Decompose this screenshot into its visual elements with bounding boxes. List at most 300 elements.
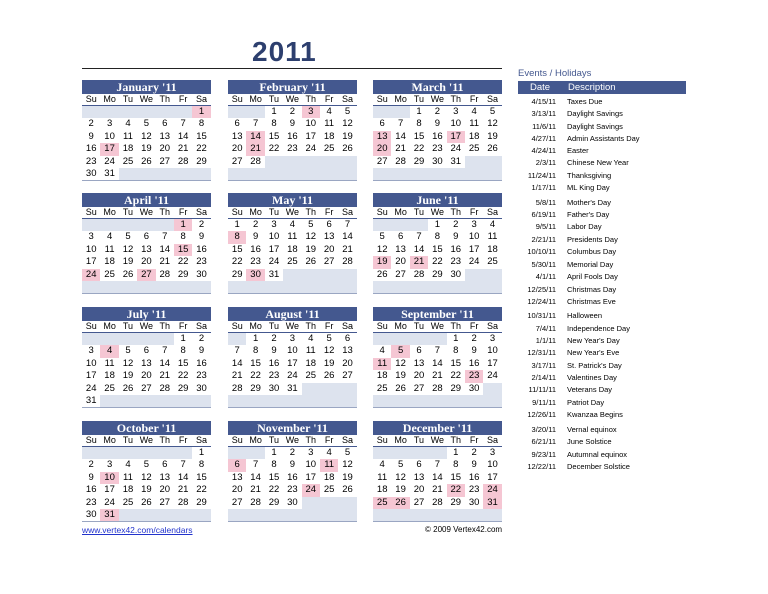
day-cell: 15 — [196, 471, 207, 483]
week-row — [228, 472, 357, 484]
day-cell: 4 — [379, 345, 385, 357]
day-cell: 13 — [141, 357, 152, 369]
event-row — [518, 296, 616, 308]
day-cell: 2 — [471, 447, 477, 458]
empty-day-cell — [338, 168, 356, 180]
day-cell: 21 — [177, 484, 189, 496]
weekday-label: Mo — [100, 435, 118, 447]
weekday-label: Sa — [483, 435, 501, 447]
empty-day-cell — [174, 509, 192, 521]
day-cell: 10 — [450, 118, 462, 130]
day-cell: 25 — [487, 256, 498, 268]
empty-day-cell — [265, 168, 283, 180]
day-cell: 27 — [376, 155, 388, 167]
empty-day-cell — [82, 333, 100, 345]
empty-day-cell — [320, 509, 338, 521]
month-calendar — [228, 307, 357, 408]
day-cell: 4 — [379, 459, 385, 471]
month-calendar — [82, 421, 211, 522]
event-date: 12/31/11 — [527, 348, 556, 357]
day-cell: 19 — [395, 370, 406, 382]
day-cell: 11 — [123, 471, 133, 483]
day-cell: 28 — [250, 155, 261, 167]
day-cell: 12 — [376, 243, 388, 255]
weekday-label: Th — [302, 94, 320, 106]
day-cell: 13 — [159, 471, 171, 483]
month-calendar — [373, 80, 502, 181]
event-row — [518, 360, 622, 372]
event-row — [518, 449, 627, 461]
day-cell: 17 — [305, 130, 317, 142]
day-cell: 25 — [468, 143, 480, 155]
day-cell: 9 — [289, 459, 296, 471]
event-description: Daylight Savings — [567, 122, 623, 131]
day-cell: 12 — [305, 231, 317, 243]
weekday-label: Tu — [119, 94, 137, 106]
empty-day-cell — [137, 106, 155, 118]
day-cell: 17 — [268, 243, 280, 255]
day-cell: 18 — [323, 130, 335, 142]
week-row — [82, 256, 211, 268]
day-cell: 2 — [271, 333, 277, 344]
empty-day-cell — [447, 509, 465, 521]
weekday-label: Th — [156, 94, 174, 106]
weekday-label: Tu — [119, 321, 137, 333]
empty-day-cell — [246, 281, 264, 293]
weekday-label: Fr — [174, 321, 192, 333]
empty-day-cell — [428, 168, 446, 180]
day-cell: 23 — [465, 370, 483, 382]
day-cell: 9 — [271, 345, 277, 357]
day-cell: 9 — [471, 459, 477, 471]
empty-day-cell — [137, 219, 155, 231]
weekday-label: Sa — [338, 94, 356, 106]
event-description: Daylight Savings — [567, 109, 623, 118]
event-row — [518, 424, 617, 436]
week-row — [373, 333, 502, 345]
day-cell: 8 — [416, 118, 422, 130]
day-cell: 1 — [252, 333, 259, 344]
day-cell: 26 — [487, 143, 498, 155]
day-cell: 13 — [159, 130, 171, 142]
weekday-label: We — [283, 435, 301, 447]
empty-day-cell — [156, 509, 174, 521]
copyright-text: © 2009 Vertex42.com — [425, 525, 503, 534]
event-date: 12/22/11 — [527, 462, 556, 471]
empty-day-cell — [246, 168, 264, 180]
empty-day-cell — [391, 395, 409, 407]
empty-day-cell — [119, 219, 137, 231]
day-cell: 25 — [373, 497, 391, 509]
week-row — [228, 370, 357, 382]
weekday-label: Fr — [320, 435, 338, 447]
day-cell: 7 — [234, 345, 240, 357]
empty-day-cell — [283, 156, 301, 168]
day-cell: 24 — [305, 143, 317, 155]
empty-day-cell — [174, 168, 192, 180]
day-cell: 22 — [268, 143, 280, 155]
empty-day-cell — [465, 395, 483, 407]
day-cell: 4 — [289, 219, 296, 230]
day-cell: 27 — [159, 155, 171, 167]
event-description: ML King Day — [567, 183, 610, 192]
day-cell: 28 — [395, 155, 406, 167]
empty-day-cell — [119, 333, 137, 345]
event-description: Christmas Eve — [567, 297, 616, 306]
week-row — [373, 497, 502, 509]
day-cell: 18 — [287, 243, 298, 255]
day-cell: 30 — [468, 496, 480, 508]
weekday-label: We — [428, 207, 446, 219]
day-cell: 29 — [177, 268, 189, 280]
day-cell: 17 — [468, 243, 480, 255]
day-cell: 19 — [373, 256, 391, 268]
day-cell: 7 — [162, 345, 168, 357]
day-cell: 21 — [395, 143, 406, 155]
week-row — [373, 106, 502, 118]
empty-day-cell — [320, 383, 338, 395]
weekday-label: We — [428, 321, 446, 333]
day-cell: 16 — [287, 471, 298, 483]
empty-day-cell — [338, 269, 356, 281]
day-cell: 6 — [228, 459, 246, 471]
day-cell: 11 — [123, 130, 133, 142]
day-cell: 28 — [177, 496, 189, 508]
week-row — [82, 281, 211, 293]
day-cell: 29 — [268, 496, 280, 508]
empty-day-cell — [428, 281, 446, 293]
day-cell: 24 — [104, 155, 115, 167]
day-cell: 13 — [342, 345, 353, 357]
day-cell: 19 — [395, 484, 406, 496]
event-date: 4/27/11 — [531, 134, 556, 143]
weekday-label: Sa — [483, 94, 501, 106]
empty-day-cell — [373, 395, 391, 407]
event-row — [518, 234, 618, 246]
week-row — [82, 370, 211, 382]
event-description: St. Patrick's Day — [567, 361, 622, 370]
day-cell: 7 — [252, 118, 259, 130]
day-cell: 9 — [198, 345, 205, 357]
event-row — [518, 221, 602, 233]
day-cell: 7 — [180, 459, 186, 471]
day-cell: 17 — [487, 471, 498, 483]
weekday-label: Sa — [192, 207, 210, 219]
month-name: August '11 — [228, 307, 357, 321]
empty-day-cell — [156, 395, 174, 407]
day-cell: 29 — [196, 496, 207, 508]
day-cell: 9 — [88, 130, 94, 142]
event-description: Taxes Due — [567, 97, 603, 106]
day-cell: 3 — [308, 447, 314, 458]
day-cell: 30 — [287, 496, 298, 508]
month-calendar — [228, 421, 357, 522]
day-cell: 29 — [450, 496, 462, 508]
day-cell: 19 — [141, 484, 152, 496]
day-cell: 30 — [468, 382, 480, 394]
day-cell: 26 — [122, 382, 134, 394]
day-cell: 10 — [268, 231, 280, 243]
day-cell: 9 — [252, 231, 259, 243]
empty-day-cell — [447, 281, 465, 293]
empty-day-cell — [192, 509, 210, 521]
events-title: Events / Holidays — [518, 68, 592, 79]
day-cell: 17 — [447, 131, 465, 143]
day-cell: 21 — [432, 370, 443, 382]
empty-day-cell — [228, 106, 246, 118]
event-date: 6/19/11 — [531, 210, 556, 219]
month-name: February '11 — [228, 80, 357, 94]
day-cell: 20 — [231, 143, 243, 155]
weekday-label: Th — [156, 321, 174, 333]
event-description: Valentines Day — [567, 373, 617, 382]
week-row — [82, 156, 211, 168]
day-cell: 17 — [100, 143, 118, 155]
empty-day-cell — [192, 168, 210, 180]
month-name: December '11 — [373, 421, 502, 435]
event-description: Easter — [567, 146, 589, 155]
week-row — [82, 395, 211, 407]
day-cell: 28 — [342, 256, 353, 268]
day-cell: 4 — [100, 345, 118, 357]
day-cell: 7 — [180, 118, 186, 130]
day-cell: 15 — [231, 243, 243, 255]
week-row — [373, 358, 502, 370]
empty-day-cell — [119, 106, 137, 118]
day-cell: 9 — [88, 471, 94, 483]
weekday-label: Fr — [465, 435, 483, 447]
empty-day-cell — [391, 168, 409, 180]
day-cell: 17 — [287, 357, 298, 369]
day-cell: 5 — [143, 459, 150, 471]
empty-day-cell — [410, 447, 428, 459]
empty-day-cell — [302, 156, 320, 168]
week-row — [228, 219, 357, 231]
weekday-label: We — [283, 321, 301, 333]
day-cell: 18 — [376, 370, 388, 382]
day-cell: 28 — [159, 268, 171, 280]
day-cell: 7 — [397, 118, 404, 130]
day-cell: 27 — [395, 268, 406, 280]
month-name: July '11 — [82, 307, 211, 321]
day-cell: 12 — [342, 118, 353, 130]
day-cell: 23 — [468, 484, 480, 496]
empty-day-cell — [338, 497, 356, 509]
weekday-label: Mo — [391, 207, 409, 219]
empty-day-cell — [483, 168, 501, 180]
day-cell: 18 — [376, 484, 388, 496]
day-cell: 14 — [342, 231, 353, 243]
event-row — [518, 409, 623, 421]
day-cell: 8 — [453, 345, 459, 357]
day-cell: 31 — [450, 155, 462, 167]
day-cell: 2 — [252, 219, 259, 230]
day-cell: 25 — [323, 143, 335, 155]
empty-day-cell — [283, 509, 301, 521]
day-cell: 20 — [231, 484, 243, 496]
empty-day-cell — [320, 281, 338, 293]
empty-day-cell — [410, 509, 428, 521]
event-date: 1/17/11 — [531, 183, 556, 192]
weekday-label: Th — [156, 207, 174, 219]
empty-day-cell — [82, 219, 100, 231]
empty-day-cell — [119, 447, 137, 459]
event-date: 9/11/11 — [532, 398, 556, 407]
empty-day-cell — [320, 395, 338, 407]
weekday-label: Su — [373, 207, 391, 219]
day-cell: 27 — [231, 496, 243, 508]
event-row — [518, 461, 630, 473]
event-date: 5/8/11 — [535, 198, 556, 207]
event-date: 5/30/11 — [531, 260, 556, 269]
event-description: Presidents Day — [567, 235, 618, 244]
day-cell: 11 — [377, 471, 388, 483]
event-date: 4/24/11 — [531, 146, 556, 155]
weekday-label: Sa — [338, 207, 356, 219]
day-cell: 14 — [159, 357, 171, 369]
empty-day-cell — [338, 156, 356, 168]
day-cell: 12 — [122, 357, 134, 369]
weekday-label: Su — [228, 321, 246, 333]
event-row — [518, 347, 619, 359]
month-name: April '11 — [82, 193, 211, 207]
day-cell: 18 — [104, 256, 115, 268]
day-cell: 6 — [379, 118, 385, 130]
empty-day-cell — [192, 281, 210, 293]
day-cell: 23 — [196, 256, 207, 268]
day-cell: 25 — [122, 155, 134, 167]
day-cell: 30 — [196, 382, 207, 394]
day-cell: 10 — [487, 345, 498, 357]
day-cell: 25 — [323, 484, 335, 496]
week-row — [373, 269, 502, 281]
week-row — [373, 472, 502, 484]
event-description: New Year's Eve — [567, 348, 620, 357]
weekday-label: Sa — [338, 321, 356, 333]
day-cell: 22 — [196, 143, 207, 155]
weekday-label: Mo — [391, 321, 409, 333]
empty-day-cell — [156, 281, 174, 293]
day-cell: 30 — [450, 268, 462, 280]
event-date: 4/1/11 — [535, 272, 556, 281]
week-row — [373, 168, 502, 180]
day-cell: 21 — [159, 370, 171, 382]
day-cell: 14 — [250, 471, 261, 483]
weekday-label: Su — [228, 207, 246, 219]
event-row — [518, 384, 612, 396]
month-name: May '11 — [228, 193, 357, 207]
empty-day-cell — [192, 395, 210, 407]
day-cell: 8 — [434, 231, 441, 243]
event-date: 2/3/11 — [535, 158, 556, 167]
day-cell: 5 — [489, 106, 496, 117]
weekday-label: Mo — [100, 94, 118, 106]
empty-day-cell — [100, 106, 118, 118]
event-description: Labor Day — [567, 222, 602, 231]
empty-day-cell — [119, 509, 137, 521]
day-cell: 16 — [85, 484, 97, 496]
week-row — [82, 472, 211, 484]
day-cell: 6 — [397, 231, 404, 243]
day-cell: 24 — [82, 269, 100, 281]
week-row — [82, 509, 211, 521]
month-name: October '11 — [82, 421, 211, 435]
empty-day-cell — [447, 168, 465, 180]
week-row — [373, 143, 502, 155]
day-cell: 21 — [342, 243, 353, 255]
day-cell: 23 — [85, 496, 97, 508]
day-cell: 6 — [416, 345, 422, 357]
day-cell: 19 — [342, 130, 353, 142]
day-cell: 15 — [268, 471, 280, 483]
month-calendar — [373, 421, 502, 522]
empty-day-cell — [156, 106, 174, 118]
weekday-label: Mo — [100, 321, 118, 333]
day-cell: 27 — [159, 496, 171, 508]
empty-day-cell — [483, 269, 501, 281]
empty-day-cell — [174, 106, 192, 118]
empty-day-cell — [228, 395, 246, 407]
event-row — [518, 197, 611, 209]
day-cell: 11 — [320, 459, 338, 471]
week-row — [373, 231, 502, 243]
weekday-label: Fr — [174, 94, 192, 106]
week-row — [82, 459, 211, 471]
week-row — [228, 509, 357, 521]
day-cell: 19 — [122, 370, 134, 382]
week-row — [373, 131, 502, 143]
day-cell: 18 — [323, 471, 335, 483]
day-cell: 24 — [487, 370, 498, 382]
weekday-label: Fr — [465, 207, 483, 219]
month-name: June '11 — [373, 193, 502, 207]
day-cell: 5 — [308, 219, 314, 230]
event-date: 1/1/11 — [535, 336, 556, 345]
day-cell: 4 — [489, 219, 496, 230]
empty-day-cell — [338, 383, 356, 395]
day-cell: 8 — [228, 231, 246, 243]
day-cell: 22 — [177, 370, 189, 382]
empty-day-cell — [410, 168, 428, 180]
empty-day-cell — [246, 395, 264, 407]
week-row — [82, 143, 211, 155]
empty-day-cell — [447, 395, 465, 407]
weekday-label: Mo — [391, 435, 409, 447]
empty-day-cell — [265, 509, 283, 521]
vertex42-link[interactable]: www.vertex42.com/calendars — [82, 525, 193, 535]
day-cell: 12 — [141, 471, 152, 483]
day-cell: 24 — [468, 256, 480, 268]
day-cell: 3 — [106, 459, 113, 471]
day-cell: 8 — [180, 231, 186, 243]
week-row — [373, 345, 502, 357]
empty-day-cell — [410, 281, 428, 293]
day-cell: 22 — [447, 484, 465, 496]
event-date: 11/24/11 — [527, 171, 556, 180]
day-cell: 8 — [453, 459, 459, 471]
day-cell: 10 — [104, 130, 115, 142]
empty-day-cell — [228, 281, 246, 293]
empty-day-cell — [483, 509, 501, 521]
empty-day-cell — [483, 395, 501, 407]
empty-day-cell — [100, 333, 118, 345]
empty-day-cell — [373, 447, 391, 459]
day-cell: 19 — [122, 256, 134, 268]
day-cell: 5 — [344, 106, 351, 117]
week-row — [228, 484, 357, 496]
day-cell: 31 — [287, 382, 298, 394]
day-cell: 28 — [177, 155, 189, 167]
